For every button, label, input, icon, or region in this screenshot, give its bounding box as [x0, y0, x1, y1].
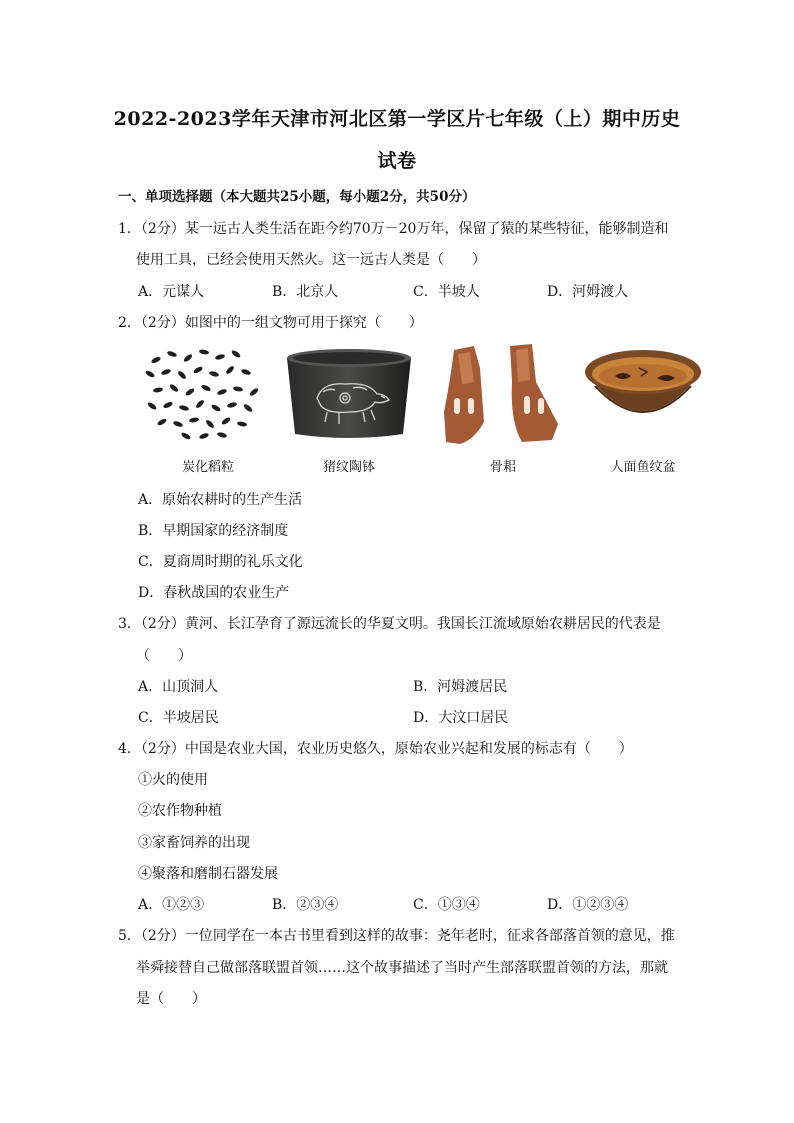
- q2-stem-line1: 2．（2分）如图中的一组文物可用于探究（ ）: [118, 315, 423, 331]
- q5-stem-line2: 举舜接替自己做部落联盟首领……这个故事描述了当时产生部落联盟首领的方法，那就: [136, 960, 668, 976]
- q2-option-b[interactable]: B．早期国家的经济制度: [138, 523, 289, 539]
- face-fish-basin-image: [581, 342, 705, 442]
- q3-stem-line1: 3．（2分）黄河、长江孕育了源远流长的华夏文明。我国长江流域原始农耕居民的代表是: [118, 616, 661, 632]
- q2-option-d[interactable]: D．春秋战国的农业生产: [138, 585, 290, 601]
- q1-stem-line1: 1．（2分）某一远古人类生活在距今约70万－20万年，保留了猿的某些特征，能够制造和: [118, 221, 669, 237]
- q3-option-b[interactable]: B．河姆渡居民: [413, 679, 508, 695]
- q1-option-b[interactable]: B．北京人: [272, 284, 339, 300]
- q1-option-a[interactable]: A．元谋人: [138, 284, 205, 300]
- q2-option-c[interactable]: C．夏商周时期的礼乐文化: [138, 554, 303, 570]
- q1-option-d[interactable]: D．河姆渡人: [547, 284, 629, 300]
- q3-option-a[interactable]: A．山顶洞人: [138, 679, 219, 695]
- q4-option-c[interactable]: C．①③④: [413, 897, 480, 913]
- q3-option-c[interactable]: C．半坡居民: [138, 710, 219, 726]
- exam-title-line1: 2022-2023学年天津市河北区第一学区片七年级（上）期中历史: [113, 108, 681, 130]
- q3-option-d[interactable]: D．大汶口居民: [413, 710, 509, 726]
- q5-stem-line1: 5．（2分）一位同学在一本古书里看到这样的故事：尧年老时，征求各部落首领的意见，推: [118, 928, 675, 944]
- q1-stem-line2: 使用工具，已经会使用天然火。这一远古人类是（ ）: [136, 252, 486, 268]
- q4-item-1: ①火的使用: [138, 772, 208, 788]
- q4-option-d[interactable]: D．①②③④: [547, 897, 629, 913]
- caption-face-fish-basin: 人面鱼纹盆: [610, 460, 676, 475]
- q4-item-4: ④聚落和磨制石器发展: [138, 866, 278, 882]
- q4-item-3: ③家畜饲养的出现: [138, 835, 250, 851]
- caption-bone-spade: 骨耜: [489, 460, 516, 475]
- q4-option-a[interactable]: A．①②③: [138, 897, 205, 913]
- rice-grains-image: [138, 342, 268, 442]
- q2-option-a[interactable]: A．原始农耕时的生产生活: [138, 492, 303, 508]
- pig-pattern-pottery-image: [283, 342, 415, 442]
- q3-stem-line2: （ ）: [136, 648, 192, 664]
- caption-pig-pottery: 猪纹陶钵: [322, 460, 375, 475]
- q4-option-b[interactable]: B．②③④: [272, 897, 339, 913]
- caption-rice-grains: 炭化稻粒: [181, 460, 234, 475]
- q4-stem-line1: 4．（2分）中国是农业大国，农业历史悠久，原始农业兴起和发展的标志有（ ）: [118, 741, 633, 757]
- q5-stem-line3: 是（ ）: [136, 991, 206, 1007]
- bone-spade-image: [440, 342, 564, 446]
- exam-title-line2: 试卷: [377, 150, 417, 172]
- q1-option-c[interactable]: C．半坡人: [413, 284, 480, 300]
- section-heading: 一、单项选择题（本大题共25小题，每小题2分，共50分）: [118, 189, 476, 205]
- q4-item-2: ②农作物种植: [138, 803, 222, 819]
